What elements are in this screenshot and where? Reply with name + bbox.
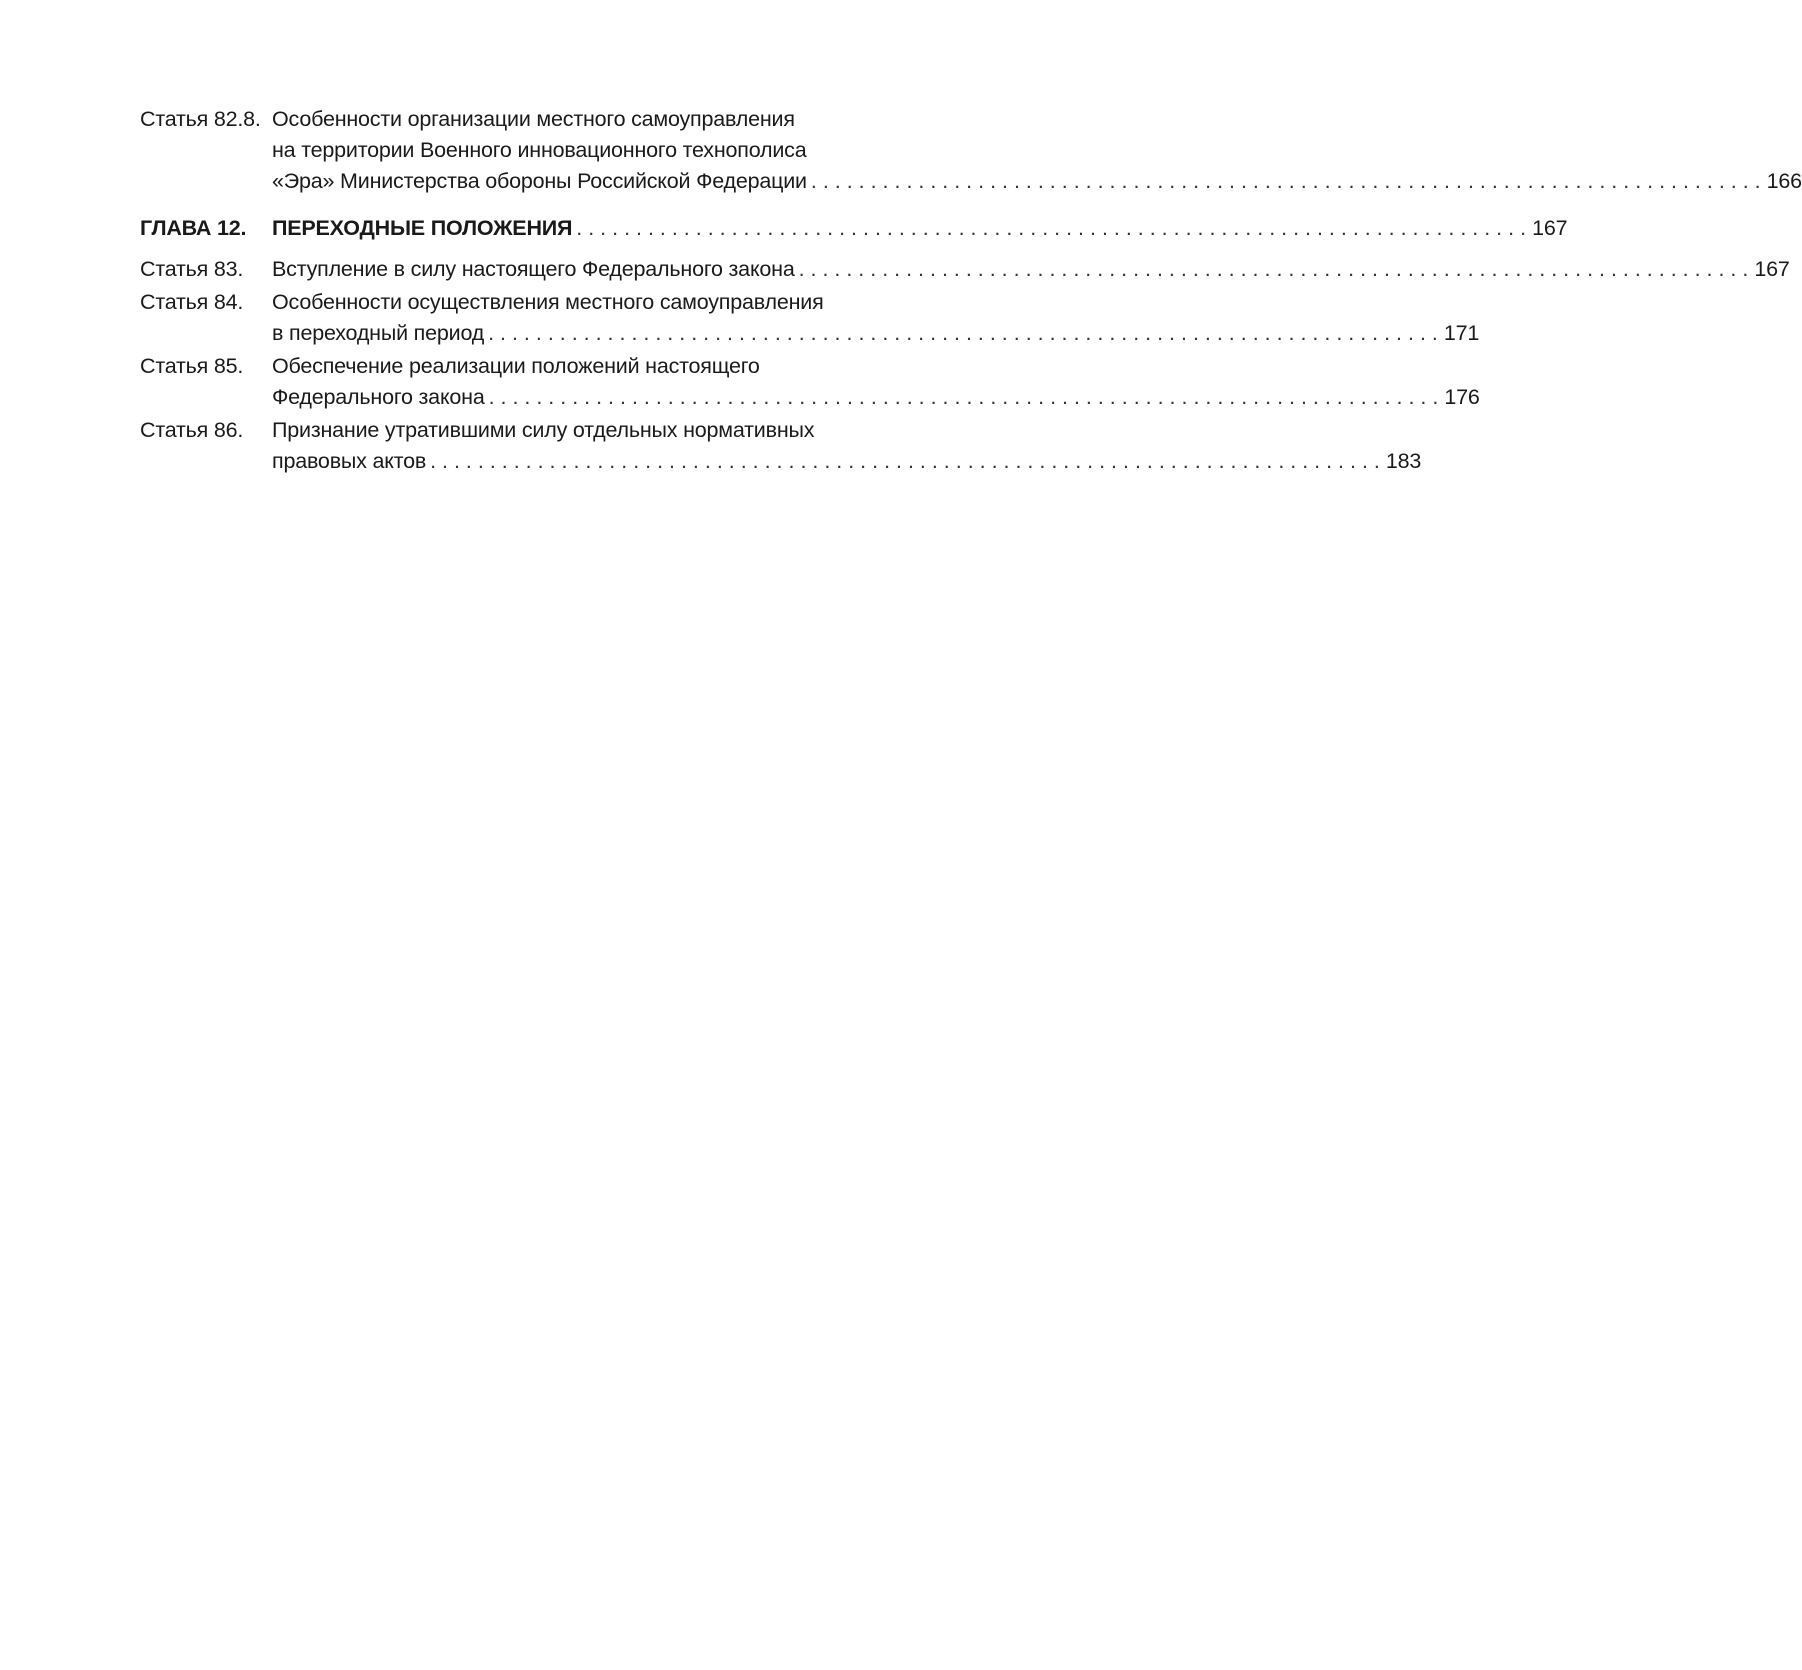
page-number: 171	[1443, 321, 1480, 345]
entry-title-line: на территории Военного инновационного технополиса	[272, 138, 807, 162]
page-number: 176	[1444, 385, 1480, 409]
toc-entry-article-86[interactable]	[140, 415, 1422, 477]
entry-label: Статья 85.	[140, 354, 244, 378]
entry-title-line: Признание утратившими силу отдельных нормативных	[272, 418, 815, 442]
page-number: 183	[1385, 449, 1422, 473]
entry-title	[272, 254, 1790, 285]
entry-title	[272, 351, 1480, 413]
entry-title	[272, 415, 1421, 477]
chapter-title-text: ПЕРЕХОДНЫЕ ПОЛОЖЕНИЯ	[272, 216, 573, 240]
page-number: 167	[1532, 216, 1568, 240]
entry-label: Статья 84.	[140, 290, 244, 314]
dot-leader	[576, 213, 1526, 244]
dot-leader	[488, 318, 1438, 349]
entry-label: Статья 82.8.	[140, 107, 261, 131]
entry-title-last-line	[272, 318, 1479, 349]
entry-title-line: в переходный период	[272, 321, 485, 345]
entry-title	[272, 287, 1479, 349]
entry-title-last-line	[272, 213, 1567, 244]
dot-leader	[430, 446, 1380, 477]
entry-title-line: Вступление в силу настоящего Федерального закона	[272, 257, 795, 281]
entry-title-last-line	[272, 166, 1802, 197]
entry-label: Статья 86.	[140, 418, 244, 442]
entry-title-line: Федерального закона	[272, 385, 485, 409]
toc-entry-article-84[interactable]	[140, 287, 1480, 349]
entry-title-line: правовых актов	[272, 449, 427, 473]
entry-title-last-line	[272, 254, 1790, 285]
page-number: 167	[1754, 257, 1790, 281]
entry-title-last-line	[272, 446, 1421, 477]
entry-title-line: Особенности осуществления местного самоуправления	[272, 290, 824, 314]
toc-entry-article-83[interactable]	[140, 254, 1790, 285]
chapter-label: ГЛАВА 12.	[140, 216, 247, 240]
entry-label: Статья 83.	[140, 257, 244, 281]
entry-title-line: Особенности организации местного самоуправления	[272, 107, 795, 131]
entry-title-line: Обеспечение реализации положений настоящего	[272, 354, 760, 378]
entry-title-last-line	[272, 382, 1480, 413]
entry-title	[272, 104, 1802, 197]
table-of-contents	[140, 104, 1802, 479]
chapter-title	[272, 213, 1567, 244]
page-number: 166	[1766, 169, 1802, 193]
toc-entry-chapter-12[interactable]	[140, 213, 1568, 244]
toc-entry-article-82-8[interactable]	[140, 104, 1802, 197]
dot-leader	[811, 166, 1761, 197]
toc-entry-article-85[interactable]	[140, 351, 1480, 413]
dot-leader	[799, 254, 1749, 285]
entry-title-line: «Эра» Министерства обороны Российской Федерации	[272, 169, 807, 193]
dot-leader	[489, 382, 1439, 413]
